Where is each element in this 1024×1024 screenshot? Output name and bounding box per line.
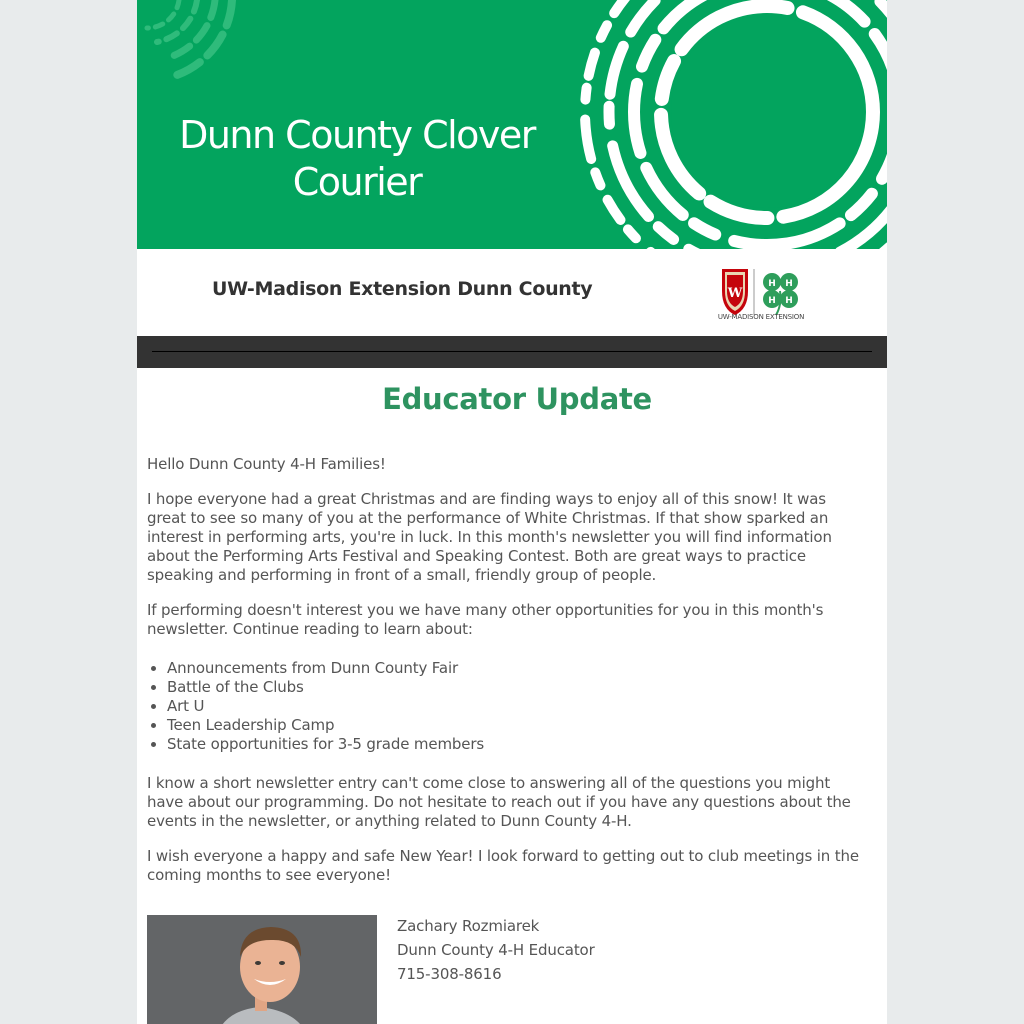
list-item: • Battle of the Clubs — [167, 678, 867, 697]
organization-name: UW-Madison Extension Dunn County — [212, 278, 593, 300]
list-item: • Announcements from Dunn County Fair — [167, 659, 867, 678]
uw-crest-icon — [722, 269, 748, 315]
svg-text:W: W — [727, 286, 743, 301]
svg-text:H: H — [785, 296, 793, 306]
newsletter-page — [137, 0, 887, 1024]
educator-role: Dunn County 4-H Educator — [397, 941, 595, 959]
topics-list — [147, 659, 867, 754]
paragraph-closing: I wish everyone a happy and safe New Year! I look forward to getting out to club meetings in the coming months to see everyone! — [147, 847, 859, 884]
organization-bar — [137, 249, 887, 336]
paragraph-opportunities: If performing doesn't interest you we have many other opportunities for you in this month's newsletter. Continue reading to learn about: — [147, 601, 824, 638]
person-portrait-icon — [147, 915, 377, 1024]
paragraph-intro: I hope everyone had a great Christmas and are finding ways to enjoy all of this snow! It was great to see so many of you at the performance of White Christmas. If that show sparked an interest in performing arts, you're in luck. In this month's newsletter you will find information about the Performing Arts Festival and Speaking Contest. Both are great ways to practice speaking and performing in front of a small, friendly group of people. — [147, 490, 832, 584]
svg-text:H: H — [768, 279, 776, 289]
svg-text:H: H — [785, 279, 793, 289]
list-item: • Teen Leadership Camp — [167, 716, 867, 735]
paragraph-contact: I know a short newsletter entry can't come close to answering all of the questions you might have about our programming. Do not hesitate to reach out if you have any questions about the events in the newsletter, or anything related to Dunn County 4-H. — [147, 774, 851, 830]
banner-swirl-decoration-right — [567, 0, 887, 249]
four-leaf-clover-icon — [763, 273, 798, 315]
list-item: • Art U — [167, 697, 867, 716]
educator-phone[interactable]: 715-308-8616 — [397, 965, 502, 983]
educator-photo — [147, 915, 377, 1024]
greeting: Hello Dunn County 4-H Families! — [147, 455, 386, 473]
article-body — [147, 455, 867, 901]
section-heading: Educator Update — [382, 382, 652, 416]
newsletter-title: Dunn County Clover Courier — [179, 113, 535, 204]
signature-block — [397, 914, 595, 986]
divider-line — [152, 351, 872, 352]
divider-band — [137, 336, 887, 368]
logo-caption: UW-MADISON EXTENSION — [717, 313, 805, 321]
educator-name: Zachary Rozmiarek — [397, 917, 540, 935]
banner-swirl-decoration-left — [137, 0, 247, 90]
svg-text:H: H — [768, 296, 776, 306]
header-banner — [137, 0, 887, 249]
list-item: • State opportunities for 3-5 grade members — [167, 735, 867, 754]
